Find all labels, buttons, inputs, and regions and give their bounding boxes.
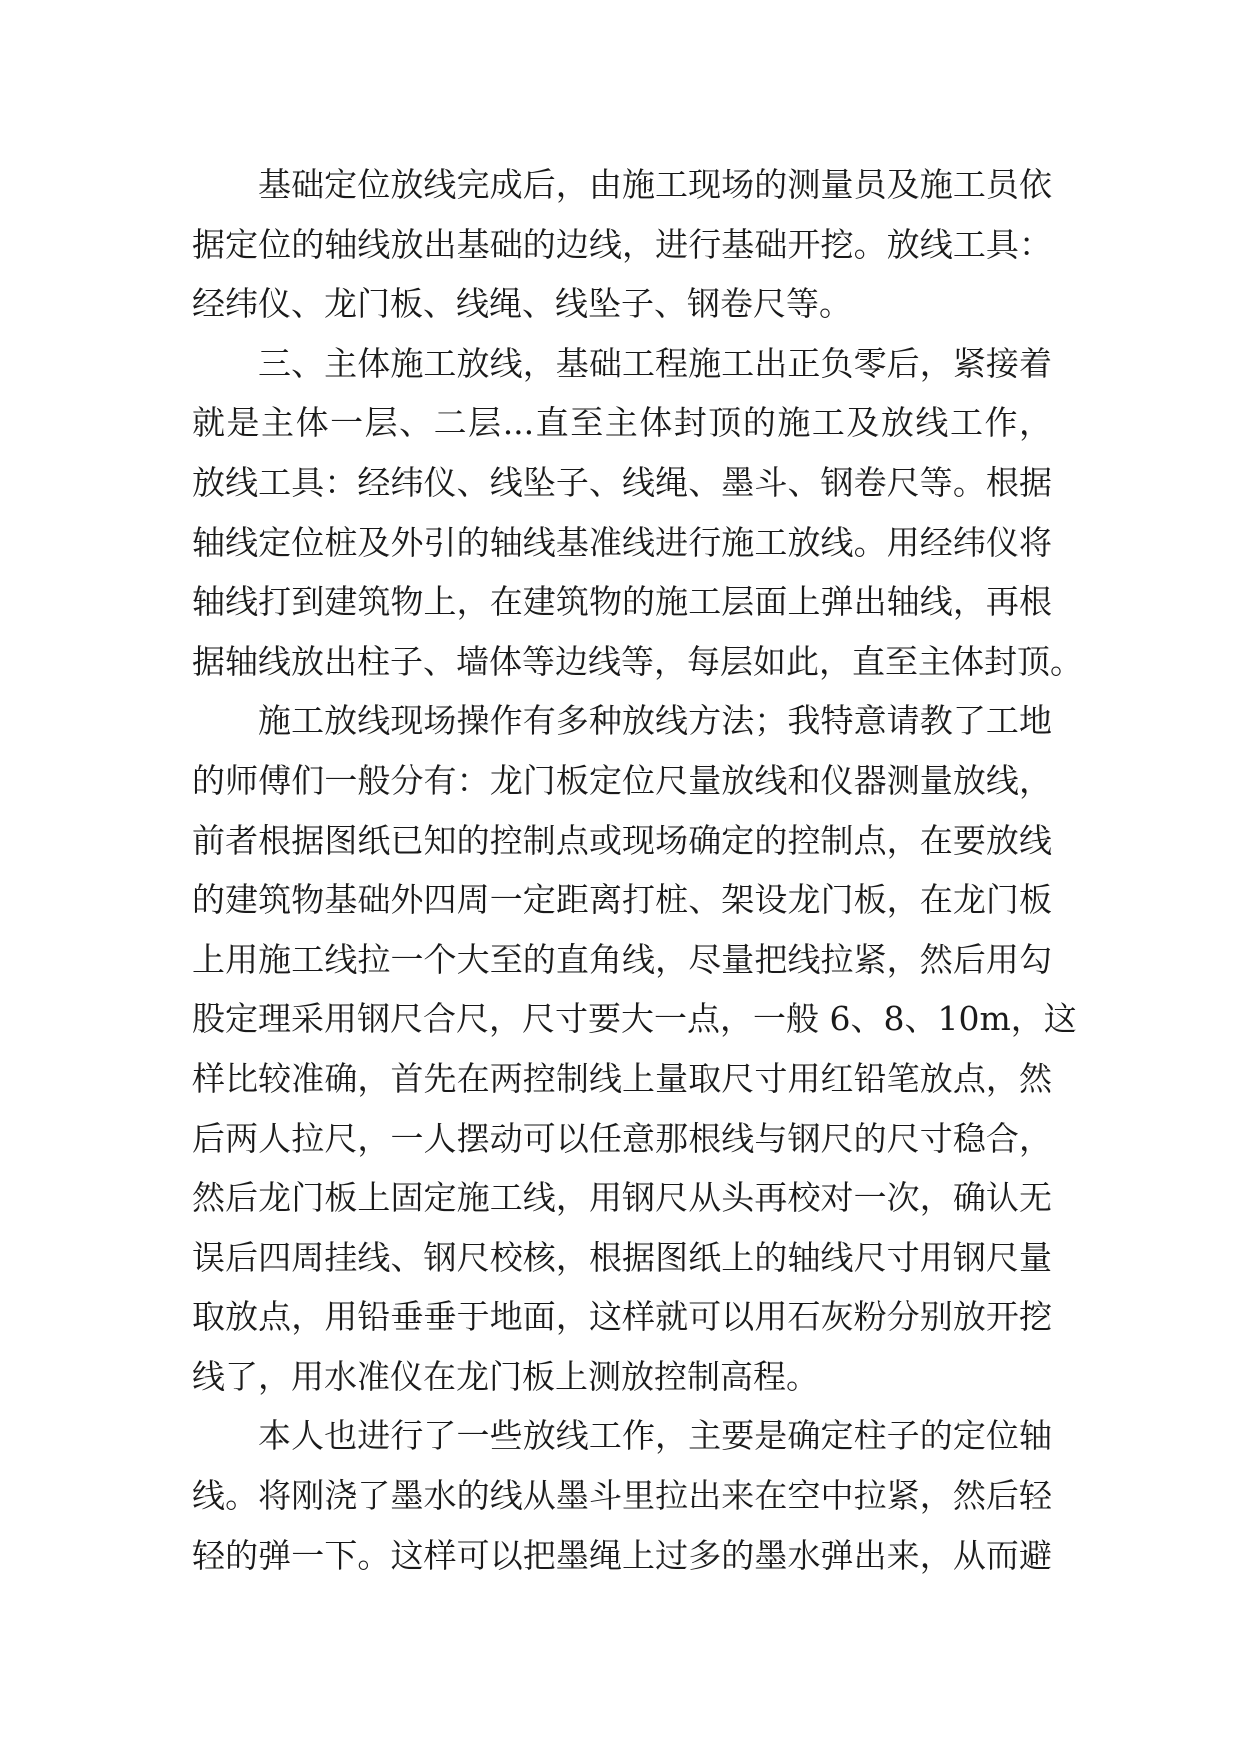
text-line: 轴线打到建筑物上，在建筑物的施工层面上弹出轴线，再根: [192, 582, 1052, 622]
text-line: 本人也进行了一些放线工作，主要是确定柱子的定位轴: [258, 1416, 1052, 1456]
document-body: [192, 155, 1083, 1585]
text-line: 样比较准确，首先在两控制线上量取尺寸用红铅笔放点，然: [192, 1058, 1052, 1098]
text-line: 后两人拉尺，一人摆动可以任意那根线与钢尺的尺寸稳合，: [192, 1118, 1052, 1158]
text-line: 就是主体一层、二层...直至主体封顶的施工及放线工作，: [192, 403, 1052, 443]
text-line: 的师傅们一般分有：龙门板定位尺量放线和仪器测量放线，: [192, 760, 1052, 800]
text-line: 的建筑物基础外四周一定距离打桩、架设龙门板，在龙门板: [192, 880, 1052, 920]
text-line: 据轴线放出柱子、墙体等边线等，每层如此，直至主体封顶。: [192, 641, 1083, 681]
text-line: 基础定位放线完成后，由施工现场的测量员及施工员依: [258, 165, 1052, 204]
text-line: 线。将刚浇了墨水的线从墨斗里拉出来在空中拉紧，然后轻: [192, 1476, 1052, 1516]
text-line: 上用施工线拉一个大至的直角线，尽量把线拉紧，然后用勾: [192, 939, 1052, 979]
text-line: 三、主体施工放线，基础工程施工出正负零后，紧接着: [258, 343, 1052, 383]
text-line: 据定位的轴线放出基础的边线，进行基础开挖。放线工具：: [192, 224, 1052, 264]
text-line: 施工放线现场操作有多种放线方法；我特意请教了工地: [258, 701, 1052, 741]
text-line: 前者根据图纸已知的控制点或现场确定的控制点，在要放线: [192, 820, 1052, 860]
text-line: 然后龙门板上固定施工线，用钢尺从头再校对一次，确认无: [192, 1178, 1052, 1218]
text-line: 放线工具：经纬仪、线坠子、线绳、墨斗、钢卷尺等。根据: [192, 462, 1052, 502]
text-line: 股定理采用钢尺合尺，尺寸要大一点，一般 6、8、10m，这: [192, 999, 1077, 1039]
text-line: 轻的弹一下。这样可以把墨绳上过多的墨水弹出来，从而避: [192, 1535, 1052, 1575]
text-line: 线了，用水准仪在龙门板上测放控制高程。: [192, 1356, 819, 1396]
text-line: 轴线定位桩及外引的轴线基准线进行施工放线。用经纬仪将: [192, 522, 1052, 562]
text-line: 经纬仪、龙门板、线绳、线坠子、钢卷尺等。: [192, 284, 852, 324]
text-line: 取放点，用铅垂垂于地面，这样就可以用石灰粉分别放开挖: [192, 1297, 1052, 1337]
text-line: 误后四周挂线、钢尺校核，根据图纸上的轴线尺寸用钢尺量: [192, 1237, 1052, 1277]
